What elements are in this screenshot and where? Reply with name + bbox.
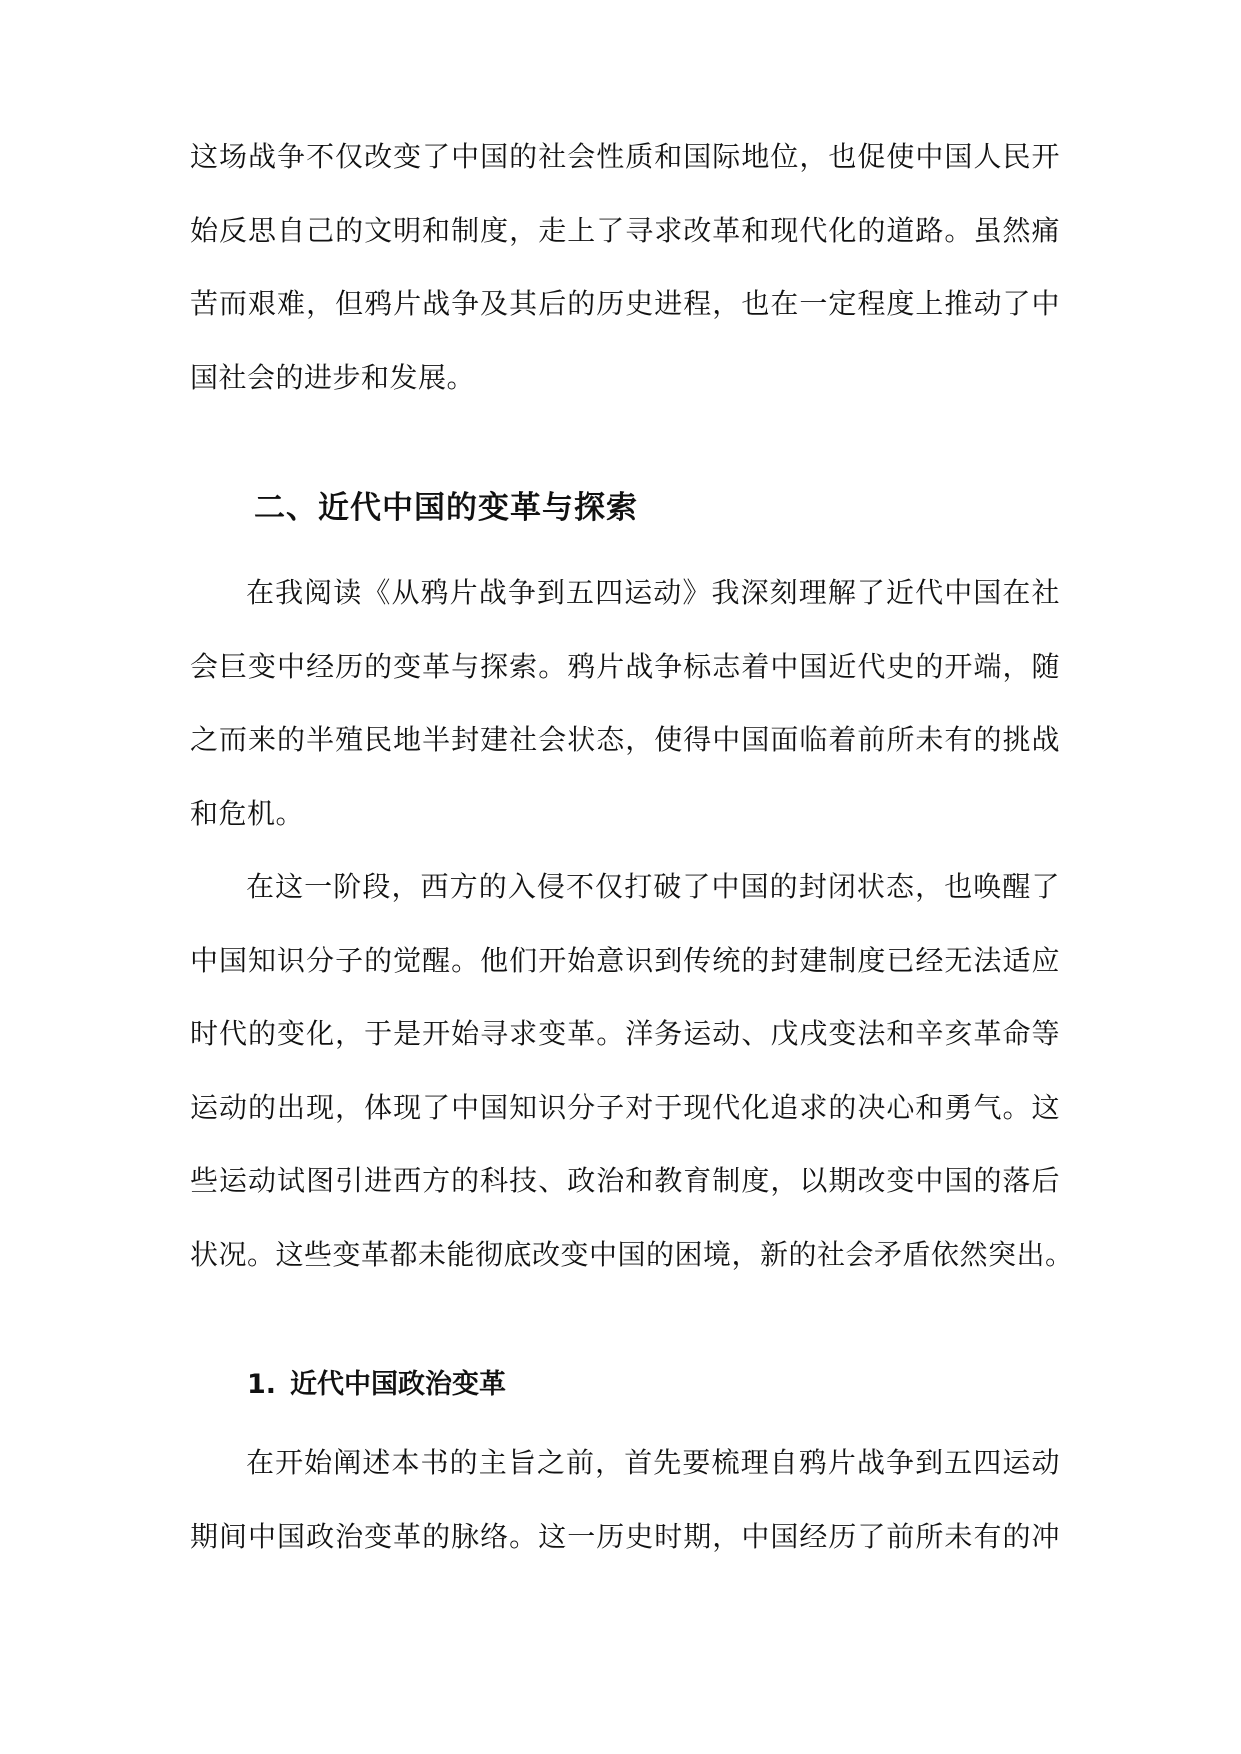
paragraph-line: 在我阅读《从鸦片战争到五四运动》我深刻理解了近代中国在社 — [246, 576, 1060, 609]
paragraph-line: 国社会的进步和发展。 — [190, 360, 476, 394]
subsection-title: 近代中国政治变革 — [290, 1369, 506, 1400]
paragraph-line: 苦而艰难，但鸦片战争及其后的历史进程，也在一定程度上推动了中 — [190, 287, 1060, 320]
paragraph-3 — [190, 850, 1074, 1291]
paragraph-line: 在这一阶段，西方的入侵不仅打破了中国的封闭状态，也唤醒了 — [246, 870, 1060, 903]
paragraph-line: 些运动试图引进西方的科技、政治和教育制度，以期改变中国的落后 — [190, 1164, 1060, 1197]
paragraph-line: 始反思自己的文明和制度，走上了寻求改革和现代化的道路。虽然痛 — [190, 213, 1060, 247]
paragraph-4 — [190, 1426, 1060, 1573]
paragraph-line: 和危机。 — [190, 796, 305, 830]
paragraph-line: 时代的变化，于是开始寻求变革。洋务运动、戊戌变法和辛亥革命等 — [190, 1017, 1060, 1050]
section-heading: 二、近代中国的变革与探索 — [254, 490, 638, 526]
paragraph-line: 之而来的半殖民地半封建社会状态，使得中国面临着前所未有的挑战 — [190, 723, 1060, 756]
paragraph-2 — [190, 556, 1060, 850]
paragraph-line: 中国知识分子的觉醒。他们开始意识到传统的封建制度已经无法适应 — [190, 943, 1060, 977]
paragraph-1 — [190, 120, 1060, 414]
subsection-number: 1. — [247, 1369, 277, 1400]
paragraph-line: 状况。这些变革都未能彻底改变中国的困境，新的社会矛盾依然突出。 — [190, 1237, 1074, 1271]
paragraph-line: 期间中国政治变革的脉络。这一历史时期，中国经历了前所未有的冲 — [190, 1519, 1060, 1553]
paragraph-line: 运动的出现，体现了中国知识分子对于现代化追求的决心和勇气。这 — [190, 1090, 1060, 1124]
paragraph-line: 这场战争不仅改变了中国的社会性质和国际地位，也促使中国人民开 — [190, 140, 1060, 173]
paragraph-line: 在开始阐述本书的主旨之前，首先要梳理自鸦片战争到五四运动 — [246, 1446, 1060, 1479]
paragraph-line: 会巨变中经历的变革与探索。鸦片战争标志着中国近代史的开端，随 — [190, 649, 1060, 683]
subsection-heading — [247, 1360, 506, 1410]
